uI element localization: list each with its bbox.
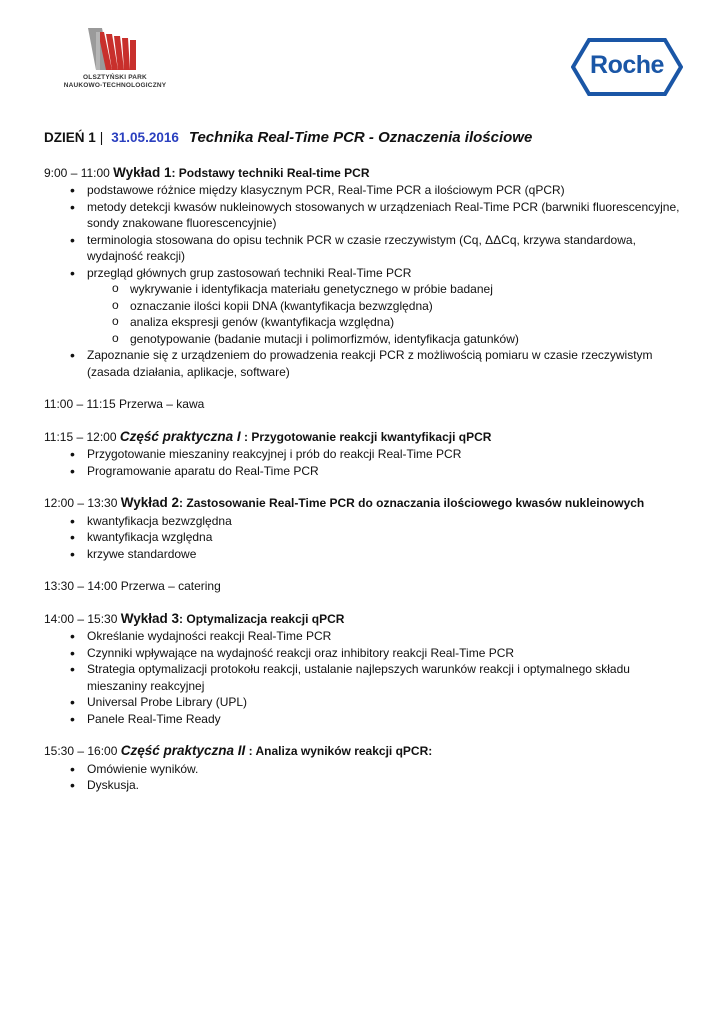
session-time: 9:00 – 11:00 xyxy=(44,165,114,180)
session-topic: Optymalizacja reakcji qPCR xyxy=(186,611,345,626)
session-time: 15:30 – 16:00 xyxy=(44,744,121,758)
session-colon: : xyxy=(179,611,187,626)
session-lecture-1 xyxy=(44,165,684,381)
olsztyn-park-logo xyxy=(50,26,180,92)
session-kind: Część praktyczna I xyxy=(119,428,241,444)
session-items xyxy=(44,182,684,380)
list-item: • Omówienie wyników. xyxy=(44,761,684,778)
session-colon: : xyxy=(245,744,256,758)
session-topic: Podstawy techniki Real-time PCR xyxy=(178,165,370,180)
session-heading xyxy=(44,743,684,760)
session-kind: Wykład 2 xyxy=(120,495,180,510)
session-colon: : xyxy=(171,165,179,180)
session-heading xyxy=(44,165,684,182)
day-title: Technika Real-Time PCR - Oznaczenia ilościowe xyxy=(188,129,533,146)
list-item: • Określanie wydajności reakcji Real-Time PCR xyxy=(44,628,684,645)
list-item: • Dyskusja. xyxy=(44,777,684,794)
session-items xyxy=(44,628,684,727)
session-practical-1 xyxy=(44,429,684,480)
session-heading xyxy=(44,429,684,446)
logo-line-1: OLSZTYŃSKI PARK xyxy=(83,74,147,81)
session-topic: Analiza wyników reakcji qPCR: xyxy=(255,744,433,758)
list-item: • Przygotowanie mieszaniny reakcyjnej i prób do reakcji Real-Time PCR xyxy=(44,446,684,463)
header-separator: | xyxy=(99,130,104,145)
list-item: • Czynniki wpływające na wydajność reakcji oraz inhibitory reakcji Real-Time PCR xyxy=(44,645,684,662)
session-kind: Część praktyczna II xyxy=(120,743,246,758)
list-item: • metody detekcji kwasów nukleinowych stosowanych w urządzeniach Real-Time PCR (barwniki fluorescencyjne, sondy znakowane fluorescencyjnie) xyxy=(44,199,684,232)
session-time: 11:15 – 12:00 xyxy=(44,429,120,444)
list-item: • przegląd głównych grup zastosowań techniki Real-Time PCR xyxy=(44,265,684,282)
session-heading xyxy=(44,495,684,512)
list-item: • Zapoznanie się z urządzeniem do prowadzenia reakcji PCR z możliwością pomiaru w czasie rzeczywistym (zasada działania, aplikacje, software) xyxy=(44,347,684,380)
session-time: 12:00 – 13:30 xyxy=(44,496,121,510)
session-items xyxy=(44,513,684,563)
roche-wordmark: Roche xyxy=(590,51,664,79)
logo-line-2: NAUKOWO-TECHNOLOGICZNY xyxy=(63,82,167,89)
list-item: • Universal Probe Library (UPL) xyxy=(44,694,684,711)
break-catering: 13:30 – 14:00 Przerwa – catering xyxy=(44,579,221,593)
sub-list-item: o oznaczanie ilości kopii DNA (kwantyfikacja bezwzględna) xyxy=(44,298,684,315)
day-label: DZIEŃ 1 xyxy=(44,130,96,145)
session-heading xyxy=(44,611,684,628)
list-item: • Programowanie aparatu do Real-Time PCR xyxy=(44,463,684,480)
agenda xyxy=(44,130,684,810)
session-time: 14:00 – 15:30 xyxy=(44,611,121,626)
day-date: 31.05.2016 xyxy=(111,130,179,145)
session-topic: Przygotowanie reakcji kwantyfikacji qPCR xyxy=(251,429,492,444)
break-coffee: 11:00 – 11:15 Przerwa – kawa xyxy=(44,397,205,411)
list-item: • Panele Real-Time Ready xyxy=(44,711,684,728)
roche-logo xyxy=(571,38,683,96)
session-colon: : xyxy=(179,496,187,510)
list-item: • kwantyfikacja bezwzględna xyxy=(44,513,684,530)
session-topic: Zastosowanie Real-Time PCR do oznaczania ilościowego kwasów nukleinowych xyxy=(186,496,645,510)
list-item: • terminologia stosowana do opisu technik PCR w czasie rzeczywistym (Cq, ΔΔCq, krzywa standardowa, wydajność reakcji) xyxy=(44,232,684,265)
session-items xyxy=(44,446,684,479)
session-lecture-2 xyxy=(44,495,684,562)
list-item: • Strategia optymalizacji protokołu reakcji, ustalanie najlepszych warunków reakcji i optymalnego składu mieszaniny reakcyjnej xyxy=(44,661,684,694)
session-kind: Wykład 3 xyxy=(120,610,180,626)
session-lecture-3 xyxy=(44,611,684,728)
list-item: • podstawowe różnice między klasycznym PCR, Real-Time PCR a ilościowym PCR (qPCR) xyxy=(44,182,684,199)
list-item: • kwantyfikacja względna xyxy=(44,529,684,546)
sub-list-item: o genotypowanie (badanie mutacji i polimorfizmów, identyfikacja gatunków) xyxy=(44,331,684,348)
session-colon: : xyxy=(240,429,252,444)
session-items xyxy=(44,761,684,794)
sub-list-item: o wykrywanie i identyfikacja materiału genetycznego w próbie badanej xyxy=(44,281,684,298)
day-header xyxy=(44,130,684,147)
sub-list-item: o analiza ekspresji genów (kwantyfikacja względna) xyxy=(44,314,684,331)
park-logo-mark-icon xyxy=(50,26,180,74)
list-item: • krzywe standardowe xyxy=(44,546,684,563)
session-practical-2 xyxy=(44,743,684,794)
session-kind: Wykład 1 xyxy=(113,164,172,180)
